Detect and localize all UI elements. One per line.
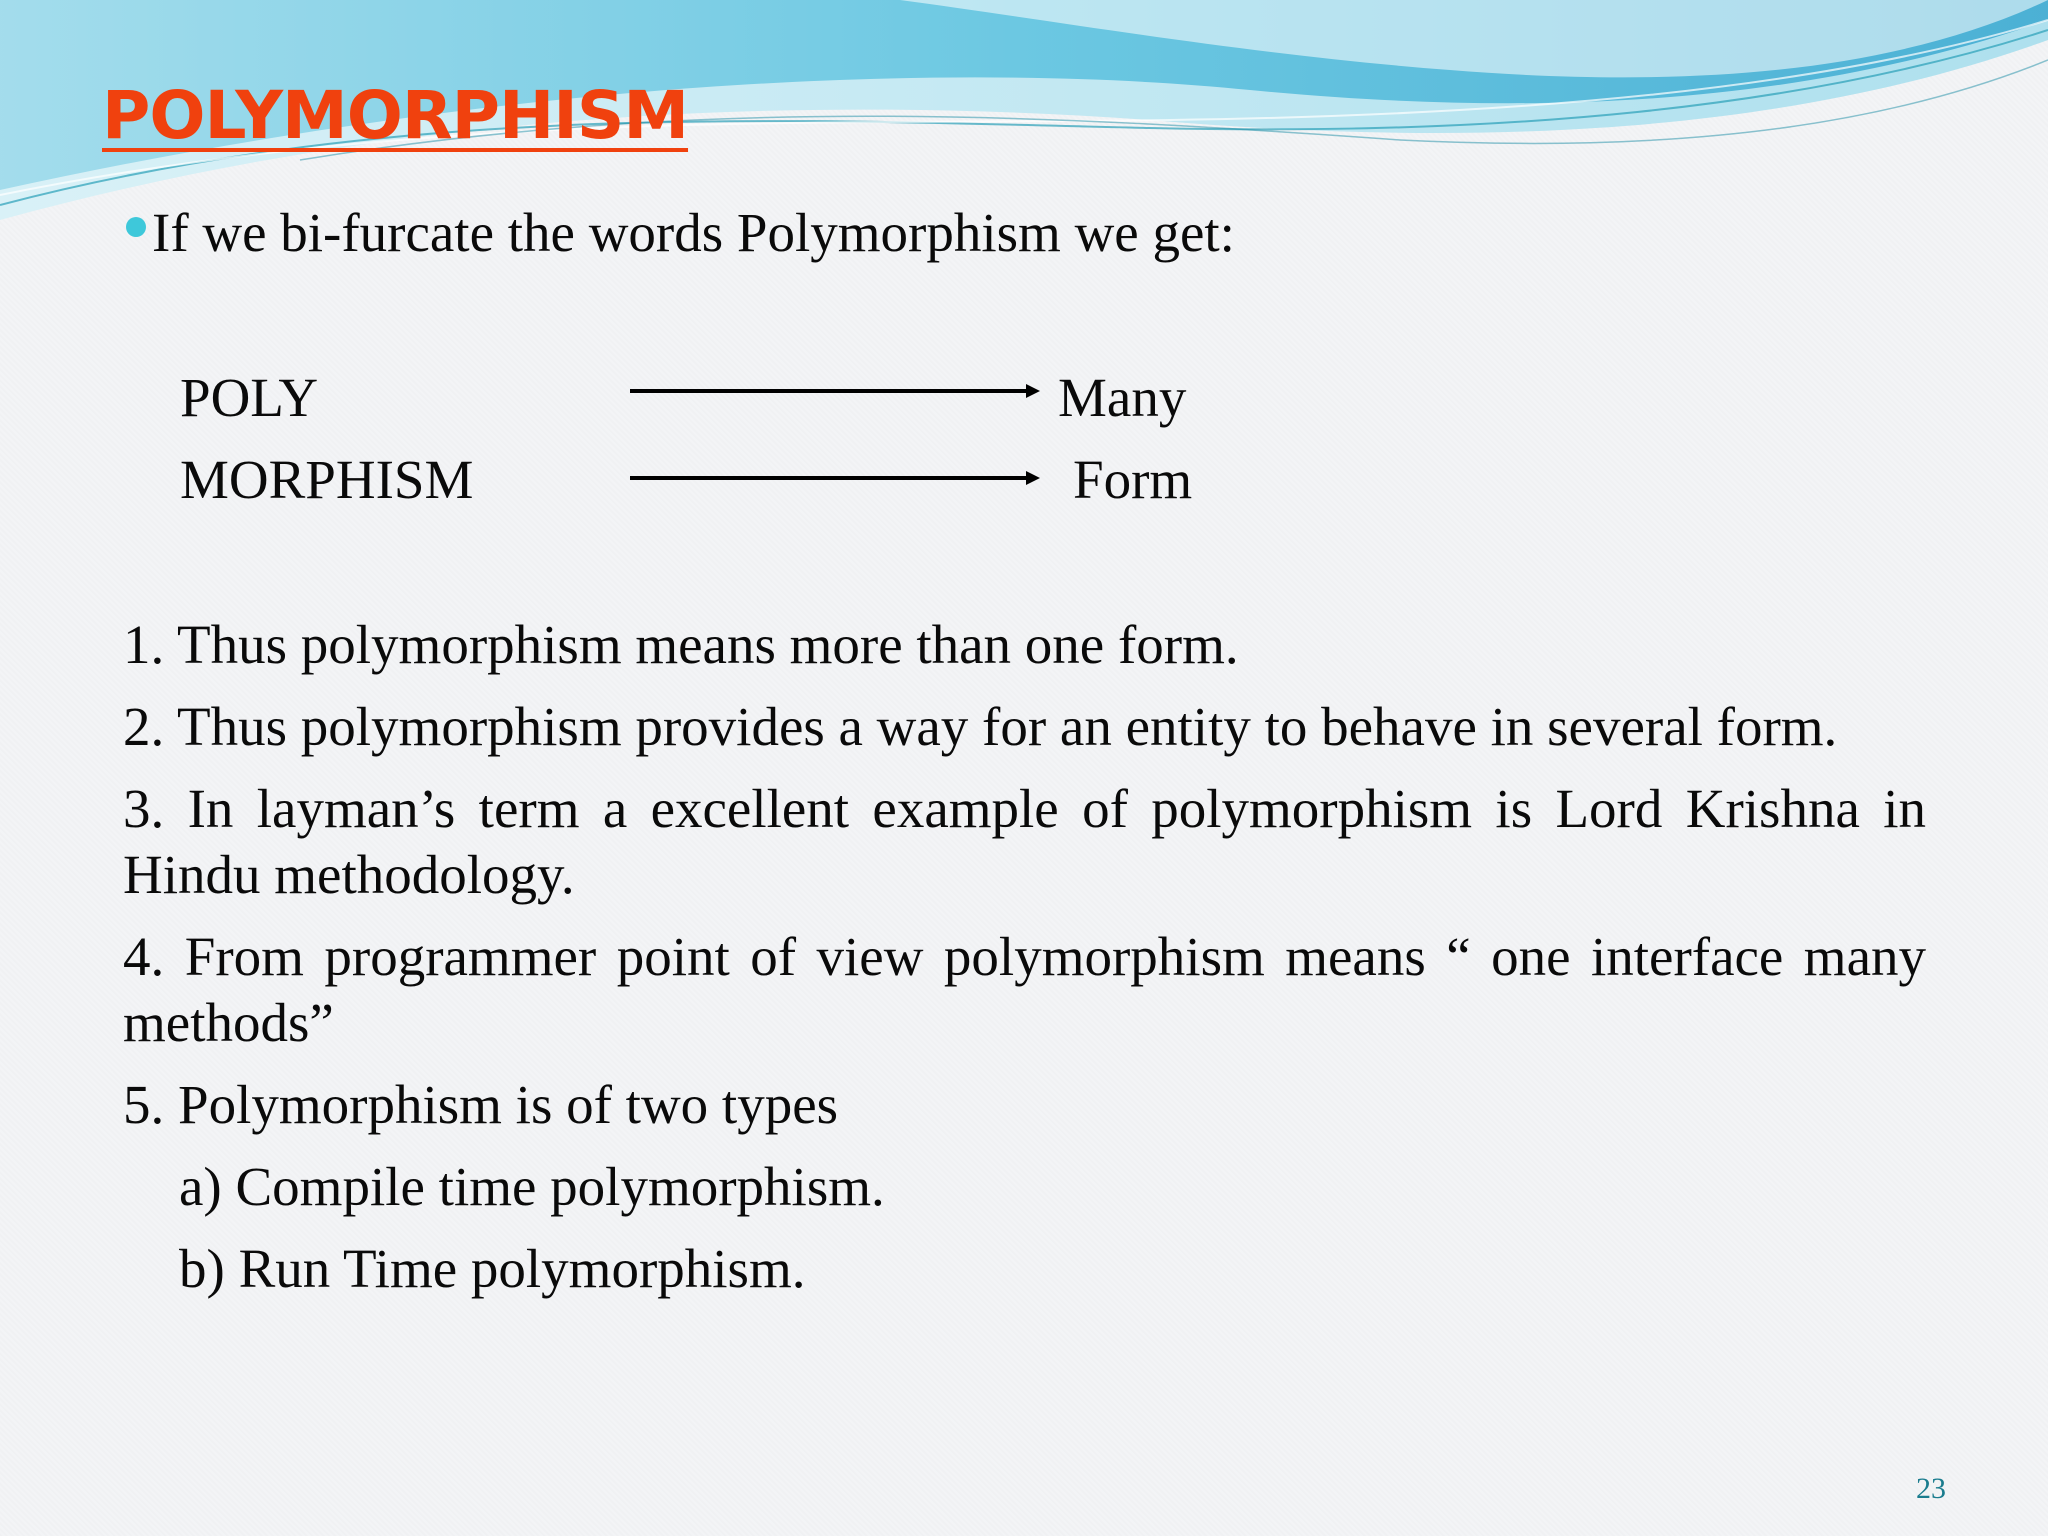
points-list xyxy=(123,612,1926,1318)
meaning-morphism: Form xyxy=(1073,449,1193,510)
page-number: 23 xyxy=(1916,1472,1946,1505)
term-morphism: MORPHISM xyxy=(180,449,474,510)
bullet-icon xyxy=(126,217,146,237)
sub-point-item: a) Compile time polymorphism. xyxy=(179,1156,885,1217)
term-poly: POLY xyxy=(180,367,319,428)
point-item: 5. Polymorphism is of two types xyxy=(123,1074,839,1135)
right-arrow-icon xyxy=(630,468,1040,488)
sub-point-item: b) Run Time polymorphism. xyxy=(179,1238,806,1299)
point-item: 3. In layman’s term a excellent example of polymorphism is Lord Krishna in Hindu methodology. xyxy=(123,778,1926,905)
point-item: 2. Thus polymorphism provides a way for an entity to behave in several form. xyxy=(123,696,1838,757)
slide-title: POLYMORPHISM xyxy=(102,77,689,154)
meaning-poly: Many xyxy=(1058,367,1187,428)
point-item: 4. From programmer point of view polymorphism means “ one interface many methods” xyxy=(123,926,1926,1053)
right-arrow-icon xyxy=(630,381,1040,401)
intro-bullet xyxy=(126,200,1235,266)
intro-bullet-text: If we bi-furcate the words Polymorphism we get: xyxy=(152,202,1235,263)
point-item: 1. Thus polymorphism means more than one form. xyxy=(123,614,1239,675)
